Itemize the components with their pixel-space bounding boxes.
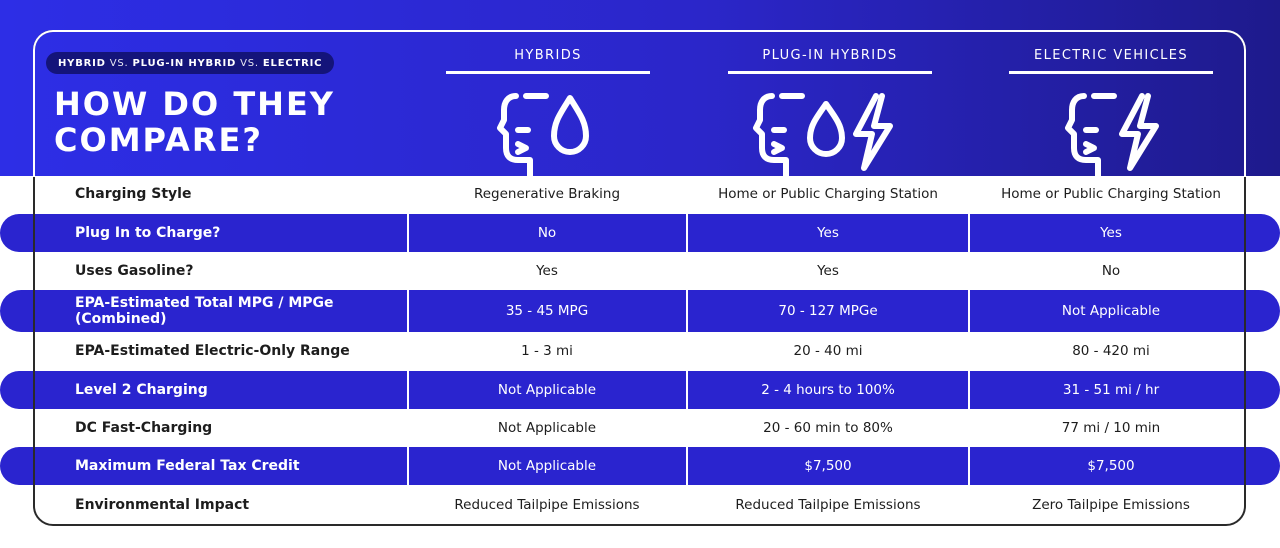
column-header-label: PLUG-IN HYBRIDS — [762, 48, 898, 63]
cell-hybrid: Not Applicable — [497, 458, 597, 474]
row-label: Uses Gasoline? — [75, 263, 194, 279]
cell-hybrid: 1 - 3 mi — [521, 343, 573, 359]
cell-electric: 31 - 51 mi / hr — [1062, 382, 1160, 398]
pill-vs: VS. — [109, 57, 129, 69]
pill-hybrid: HYBRID — [58, 57, 106, 69]
row-label: DC Fast-Charging — [75, 420, 213, 436]
cell-hybrid: Reduced Tailpipe Emissions — [454, 497, 640, 513]
column-header-underline — [728, 71, 932, 74]
cell-plugin: Reduced Tailpipe Emissions — [735, 497, 921, 513]
column-header-label: HYBRIDS — [514, 48, 582, 63]
column-header-underline — [446, 71, 650, 74]
head-drop-bolt-icon — [752, 90, 896, 176]
cell-electric: 80 - 420 mi — [1072, 343, 1150, 359]
table-row — [0, 252, 1280, 290]
cell-hybrid: 35 - 45 MPG — [505, 303, 589, 319]
cell-plugin: Yes — [817, 225, 839, 241]
pill-vs: VS. — [240, 57, 259, 69]
table-row — [0, 409, 1280, 447]
row-label: Plug In to Charge? — [75, 225, 221, 241]
head-bolt-icon — [1064, 90, 1160, 176]
table-row — [0, 332, 1280, 370]
head-drop-icon — [496, 90, 600, 176]
cell-electric: Home or Public Charging Station — [1001, 186, 1221, 202]
column-header-electric — [1009, 48, 1213, 74]
cell-plugin: 2 - 4 hours to 100% — [761, 382, 895, 398]
cell-plugin: Yes — [817, 263, 839, 279]
column-header-hybrids — [446, 48, 650, 74]
table-row — [0, 175, 1280, 213]
cell-plugin: Home or Public Charging Station — [718, 186, 938, 202]
cell-hybrid: Regenerative Braking — [473, 186, 621, 202]
row-label: Charging Style — [75, 186, 192, 202]
row-label: EPA-Estimated Electric-Only Range — [75, 343, 350, 359]
table-row — [0, 371, 1280, 409]
row-label: Maximum Federal Tax Credit — [75, 458, 300, 474]
cell-electric: $7,500 — [1087, 458, 1135, 474]
cell-plugin: 20 - 40 mi — [793, 343, 863, 359]
column-header-underline — [1009, 71, 1213, 74]
table-row — [0, 447, 1280, 485]
cell-hybrid: Not Applicable — [497, 382, 597, 398]
row-label-line-1: EPA-Estimated Total MPG / MPGe — [75, 295, 334, 311]
pill-plugin: PLUG-IN HYBRID — [132, 57, 237, 69]
row-label: Environmental Impact — [75, 497, 250, 513]
title-line-1: HOW DO THEY — [54, 85, 335, 123]
comparison-pill — [46, 52, 334, 74]
column-header-plugin-hybrids — [728, 48, 932, 74]
title-line-2: COMPARE? — [54, 121, 263, 159]
cell-hybrid: Not Applicable — [497, 420, 597, 436]
row-label — [75, 295, 334, 327]
table-row — [0, 486, 1280, 524]
pill-electric: ELECTRIC — [262, 57, 323, 69]
cell-hybrid: No — [537, 225, 557, 241]
cell-plugin: 70 - 127 MPGe — [778, 303, 878, 319]
cell-electric: Zero Tailpipe Emissions — [1032, 497, 1190, 513]
cell-electric: Yes — [1100, 225, 1122, 241]
cell-electric: No — [1101, 263, 1121, 279]
table-row — [0, 214, 1280, 252]
table-row — [0, 290, 1280, 332]
cell-plugin: 20 - 60 min to 80% — [763, 420, 893, 436]
cell-electric: 77 mi / 10 min — [1061, 420, 1161, 436]
cell-hybrid: Yes — [536, 263, 558, 279]
cell-plugin: $7,500 — [804, 458, 852, 474]
cell-electric: Not Applicable — [1061, 303, 1161, 319]
column-header-label: ELECTRIC VEHICLES — [1033, 48, 1189, 63]
row-label: Level 2 Charging — [75, 382, 208, 398]
page-title — [54, 86, 335, 158]
row-label-line-2: (Combined) — [75, 311, 167, 327]
